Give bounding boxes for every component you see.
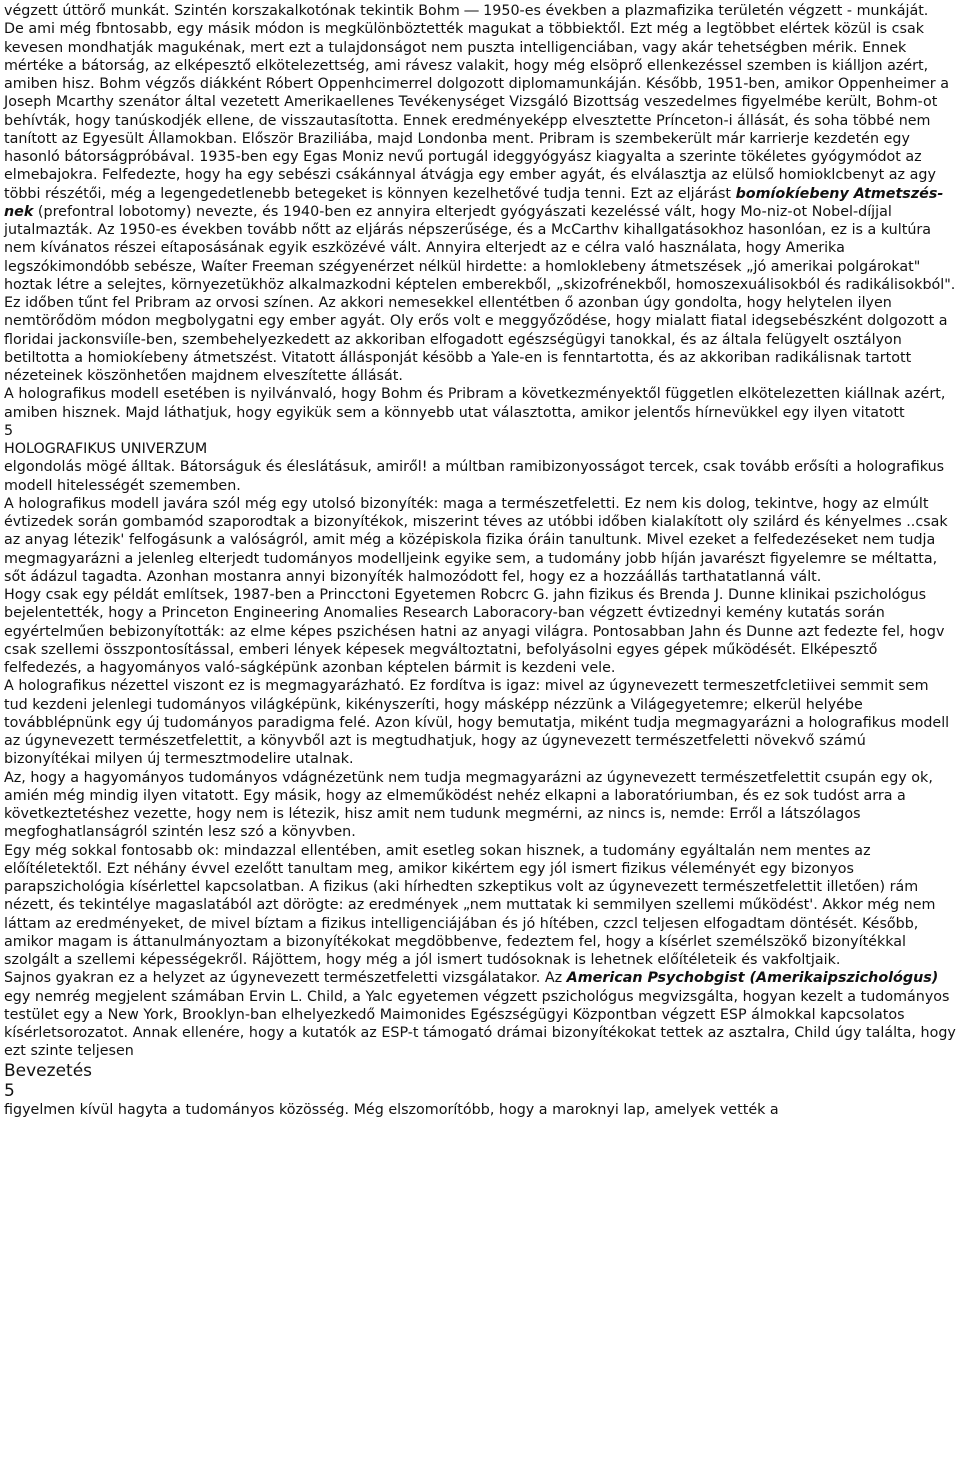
text-run: elgondolás mögé álltak. Bátorságuk és éleslátásuk, amiről! a múltban ramibizonyosságot tercek, csak tovább erősíti a holografikus modell hitelességét szememben. <box>4 459 945 494</box>
paragraph-p2 <box>4 20 956 294</box>
text-run: HOLOGRAFIKUS UNIVERZUM <box>4 441 208 457</box>
paragraph-p12 <box>4 842 956 970</box>
paragraph-p6 <box>4 440 956 458</box>
text-run: A holografikus modell javára szól még egy utolsó bizonyíték: maga a természetfeletti. Ez nem kis dolog, tekintve, hogy az elmúlt évtizedek során gombamód szaporodtak a bizonyítékok, miszerint téves az utóbbi időben kialakított oly szilárd és kényelmes ..csak az anyag létezik' felfogásunk a valóságról, amit még a középiskola fizika óráin tanultunk. Mivel ezeket a felfedezéseket nem tudja megmagyarázni a jelenleg elterjedt tudományos modelljeink egyike sem, a tudomány jobb híján javarészt figyelemre se méltatta, sőt ádázul tagadta. Azonhan mostanra annyi bizonyíték halmozódott fel, hogy ez a hozzáállás tarthatatlanná vált. <box>4 495 948 585</box>
text-run: Egy még sokkal fontosabb ok: mindazzal ellentében, amit esetleg sokan hisznek, a tudomány egyáltalán nem mentes az előítéletektől. Ezt néhány évvel ezelőtt tanultam meg, amikor kikértem egy jól ismert fizikus véleményét egy bizonyos parapszichológia kísérlettel kapcsolatban. A fizikus (aki hírhedten szkeptikus volt az úgynevezett természetfelettit illetően) rám nézett, és tekintélye magaslatából azt dörögte: az eredmények „nem muttatak ki semmilyen szellemi működést'. Akkor még nem láttam az eredményeket, de mivel bíztam a fizikus intelligenciájában és jó hítében, czzcl teljesen elfogadtam döntését. Később, amikor magam is áttanulmányoztam a bizonyítékokat megdöbbenve, fedeztem fel, hogy a kísérlet személszökő bizonyítékkal szolgált a szellemi képességekről. Rájöttem, hogy még a jól ismert tudósoknak is lehetnek előítéleteik és vakfoltjaik. <box>4 842 936 968</box>
paragraph-p14 <box>4 1061 956 1081</box>
paragraph-p4 <box>4 385 956 422</box>
text-run: figyelmen kívül hagyta a tudományos közösség. Még elszomorítóbb, hogy a maroknyi lap, amelyek vették a <box>4 1101 779 1118</box>
paragraph-p7 <box>4 458 956 495</box>
paragraph-p3 <box>4 294 956 385</box>
paragraph-p10 <box>4 677 956 768</box>
text-run: egy nemrég megjelent számában Ervin L. Child, a Yalc egyetemen végzett pszichológus megvizsgálta, hogyan kezelt a tudományos testület egy a New York, Brooklyn-ban elhelyezkedő Maimonides Egészségügyi Központban végzett ESP álmokkal kapcsolatos kísérletsorozatot. Annak ellenére, hogy a kutatók az ESP-t támogató drámai bizonyítékokat tettek az asztalra, Child úgy találta, hogy ezt szinte teljesen <box>4 988 956 1060</box>
paragraph-p1 <box>4 2 956 20</box>
text-run: Ez időben tűnt fel Pribram az orvosi színen. Az akkori nemesekkel ellentétben ő azonban úgy gondolta, hogy helytelen ilyen nemtörődöm módon megbolygatni egy ember agyát. Oly erős volt e meggyőződése, hogy mialatt fiatal idegsebészként dolgozott a floridai jackonsviíle-ben, szembehelyezkedett az akkoriban elfogadott egészségügyi tanokkal, és az általa felügyelt osztályon betiltotta a homiokíebeny átmetszést. Vitatott állásponját késöbb a Yale-en is fenntartotta, és az akkoriban radikálisnak tartott nézeteinek köszönhetően majdnem elveszítette állását. <box>4 295 948 384</box>
paragraph-p16 <box>4 1101 956 1119</box>
text-run: A holografikus nézettel viszont ez is megmagyarázható. Ez fordítva is igaz: mivel az úgynevezett termeszetfcletiivei semmit sem tud kezdeni jelenlegi tudományos világképünk, kikényszeríti, hogy másképp nézzünk a Világegyetemre; elkerül helyébe továbblépnünk egy új tudományos paradigma felé. Azon kívül, hogy bemutatja, miként tudja megmagyarázni a holografikus modell az úgynevezett természetfelettit, a könyvből azt is megtudhatjuk, hogy az úgynevezett természetfeletti növekvő számú bizonyítékai milyen új termesztmodelire utalnak. <box>4 678 950 768</box>
emphasized-text: American Psychobgist (Amerikaipszichológus) <box>566 970 939 987</box>
paragraph-p11 <box>4 769 956 842</box>
text-run: Hogy csak egy példát említsek, 1987-ben a Princctoni Egyetemen Robcrc G. jahn fizikus és Brenda J. Dunne klinikai pszichológus bejelentették, hogy a Princeton Engineering Anomalies Research Laboracory-ban végzett évtizednyi kemény kutatás során egyértelműen bebizonyították: az elme képes pszichésen hatni az anyagi világra. Pontosabban Jahn és Dunne azt fedezte fel, hogv csak szellemi összpontosítással, emberi lények képesek megváltoztatni, befolyásolni egyes gépek működését. Elképesztő felfedezés, a hagyományos való-ságképünk azonban képtelen bármit is kezdeni vele. <box>4 587 945 676</box>
text-run: (prefontral lobotomy) nevezte, és 1940-ben ez annyira elterjedt gyógyászati kezeléssé vált, hogy Mo-niz-ot Nobel-díjjal jutalmazták. Az 1950-es években tovább nőtt az eljárás népszerűsége, és a McCarthv kihallgatásokhoz hasonlóan, ez is a kultúra nem kívánatos részei eítaposásának egyik eszközévé vált. Annyira elterjedt az e célra való használata, hogy Amerika legszókimondóbb sebésze, Waíter Freeman szégyenérzet nélkül hirdette: a homloklebeny átmetszések „jó amerikai polgárokat" hoztak létre a selejtes, környezetükhöz alkalmazkodni képtelen emberekből, „skizofrénekből, homoszexuálisokból és radikálisokból". <box>4 203 956 293</box>
text-run: 5 <box>4 1080 15 1101</box>
text-run: Sajnos gyakran ez a helyzet az úgynevezett természetfeletti vizsgálatakor. Az <box>4 970 567 987</box>
paragraph-p9 <box>4 586 956 677</box>
paragraph-p15 <box>4 1081 956 1101</box>
paragraph-p13 <box>4 969 956 1060</box>
text-run: Az, hogy a hagyományos tudományos vdágnézetünk nem tudja megmagyarázni az úgynevezett természetfelettit csupán egy ok, amién még mindig ilyen vitatott. Egy másik, hogy az elmeműködést nehéz elkapni a laboratóriumban, és ez sok tudóst arra a következtetéshez vezette, hogy nem is létezik, hisz amit nem tudunk megmérni, az nincs is, nemde: Erről a látszólagos megfoghatlanságról szintén lesz szó a könyvben. <box>4 769 933 841</box>
text-run: végzett úttörő munkát. Szintén korszakalkotónak tekintik Bohm ― 1950-es években a plazmafizika területén végzett - munkáját. <box>4 3 929 19</box>
emphasized-text: bomíokíebeny Atmetszés-nek <box>4 185 944 220</box>
text-run: A holografikus modell esetében is nyilvánvaló, hogy Bohm és Pribram a következményektől független elkötelezetten kiállnak azért, amiben hisznek. Majd láthatjuk, hogy egyikük sem a könnyebb utat választotta, amikor jelentős hírnevükkel egy ilyen vitatott <box>4 386 946 421</box>
text-run: 5 <box>4 422 14 439</box>
text-run: De ami még fbntosabb, egy másik módon is megkülönböztették magukat a többiektől. Ezt még a legtöbbet elértek közül is csak kevesen mondhatják magukénak, mert ezt a tulajdonságot nem puszta intelligenciában, vagy akár tehetségben mérik. Ennek mértéke a bátorság, az elképesztő elkötelezettség, ami rávesz valakit, hogy még elsöprő ellenkezéssel szemben is kiálljon azért, amiben hisz. Bohm végzős diákként Róbert Oppenhcimerrel dolgozott diplomamunkáján. Később, 1951-ben, amikor Oppenheimer a Joseph Mcarthy szenátor által vezetett Amerikaellenes Tevékenységet Vizsgáló Bizottság veszedelmes figyelmébe került, Bohm-ot behívták, hogy tanúskodjék ellene, de visszautasította. Ennek eredményeképp elvesztette Prínceton-i állását, és soha többé nem tanított az Egyesült Államokban. Először Braziliába, majd Londonba ment. Pribram is szembekerült már karrierje kezdetén egy hasonló bátorságpróbával. 1935-ben egy Egas Moniz nevű portugál ideggyógyász kiagyalta a szerinte tökéletes gyógymódot az elmebajokra. Felfedezte, hogy ha egy sebészi csákánnyal átvágja egy ember agyát, és elválasztja az elülső homioklcbenyt az agy többi részétői, még a legengedetlenebb betegeket is könnyen kezelhetővé tudja tenni. Ezt az eljárást <box>4 21 949 202</box>
paragraph-p8 <box>4 495 956 586</box>
paragraph-p5 <box>4 422 956 440</box>
text-run: Bevezetés <box>4 1060 93 1081</box>
